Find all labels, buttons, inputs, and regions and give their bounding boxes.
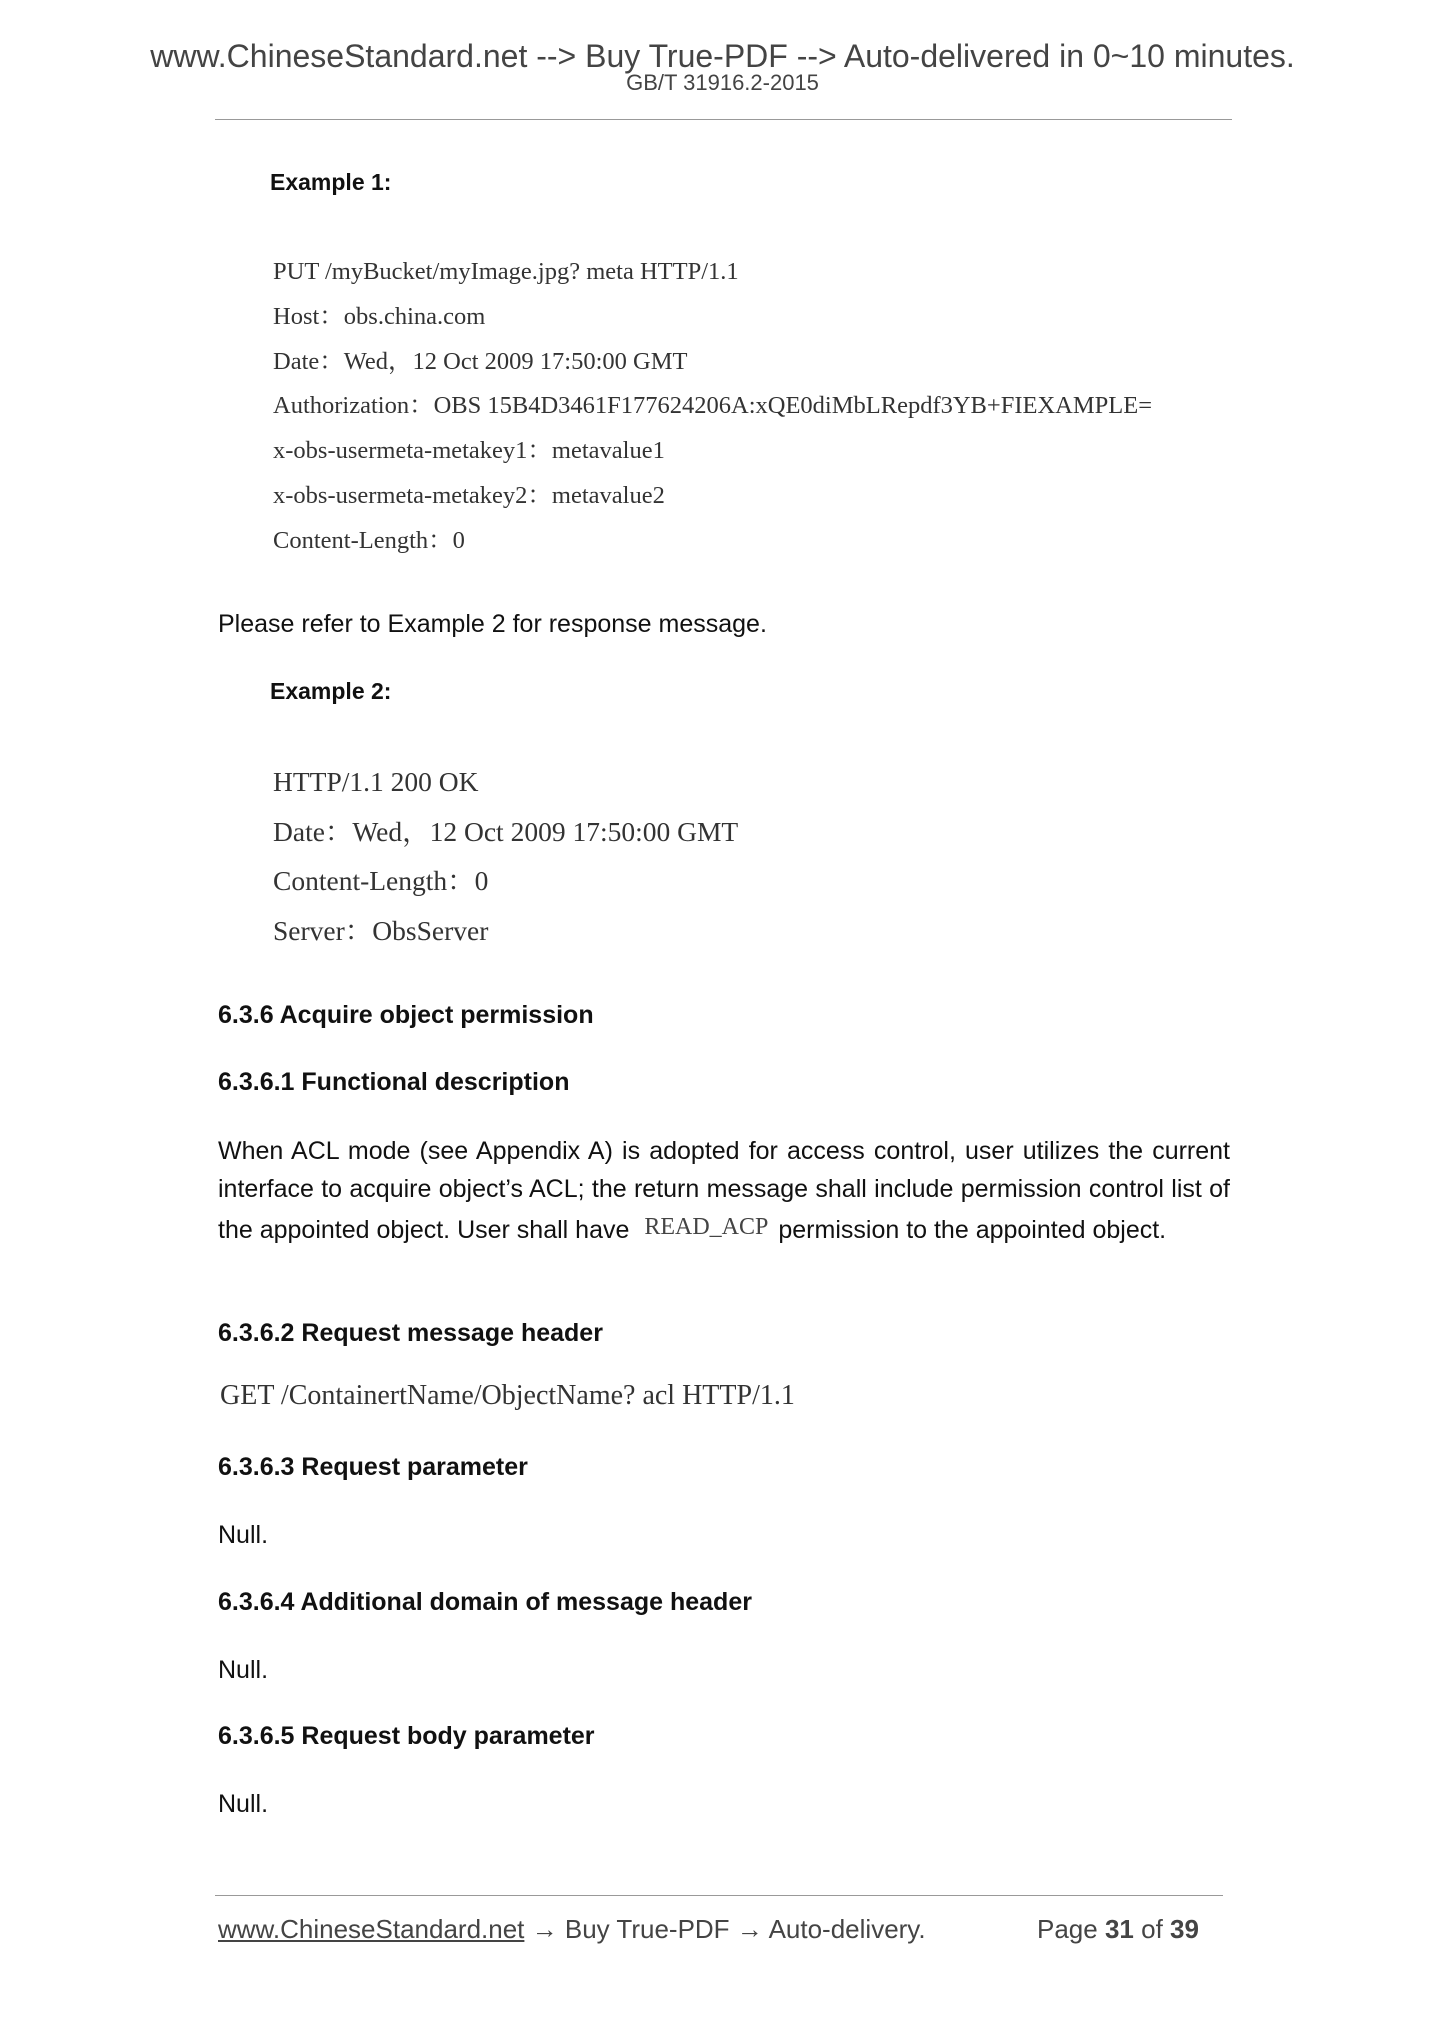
code-line: Content-Length：0 (273, 526, 465, 554)
code-line: Date：Wed，12 Oct 2009 17:50:00 GMT (273, 347, 688, 375)
total-pages: 39 (1170, 1914, 1199, 1944)
section-body-6365: Null. (218, 1790, 269, 1818)
code-line: x-obs-usermeta-metakey1：metavalue1 (273, 437, 665, 465)
footer-text: → Buy True-PDF → Auto-delivery. (524, 1914, 926, 1944)
code-line: HTTP/1.1 200 OK (273, 766, 479, 797)
code-line: Content-Length：0 (273, 865, 489, 897)
standard-code: GB/T 31916.2-2015 (626, 70, 819, 95)
page-label: Page (1037, 1914, 1098, 1944)
section-heading-6364: 6.3.6.4 Additional domain of message header (218, 1588, 752, 1616)
code-line: Authorization：OBS 15B4D3461F177624206A:xQE0diMbLRepdf3YB+FIEXAMPLE= (273, 392, 1153, 420)
code-line: Date：Wed，12 Oct 2009 17:50:00 GMT (273, 815, 739, 847)
code-line: Server：ObsServer (273, 915, 489, 947)
request-header-code: GET /ContainertName/ObjectName? acl HTTP/1.1 (220, 1380, 795, 1411)
section-body-6364: Null. (218, 1656, 269, 1684)
paragraph-text: When ACL mode (see Appendix A) is adopted for access control, user utilizes the current interface to acquire object’s ACL; the return message shall include permission control list of the appointed object. User shall have (218, 1137, 1230, 1244)
page-number: 31 (1104, 1914, 1134, 1944)
example2-label: Example 2: (270, 678, 392, 704)
section-heading-6361: 6.3.6.1 Functional description (218, 1068, 570, 1096)
of-label: of (1141, 1914, 1163, 1944)
header-divider (215, 119, 1232, 120)
section-heading-636: 6.3.6 Acquire object permission (218, 1001, 594, 1029)
example1-label: Example 1: (270, 169, 392, 195)
refer-text: Please refer to Example 2 for response message. (218, 610, 767, 638)
code-line: Host：obs.china.com (273, 302, 486, 330)
code-line: x-obs-usermeta-metakey2：metavalue2 (273, 481, 665, 509)
code-line: PUT /myBucket/myImage.jpg? meta HTTP/1.1 (273, 258, 739, 285)
example2-code-block (273, 757, 738, 956)
section-heading-6362: 6.3.6.2 Request message header (218, 1319, 603, 1347)
header-banner: www.ChineseStandard.net --> Buy True-PDF --> Auto-delivered in 0~10 minutes. (150, 38, 1295, 74)
section-heading-6363: 6.3.6.3 Request parameter (218, 1453, 528, 1481)
functional-description-paragraph (218, 1132, 1230, 1249)
footer-divider (215, 1895, 1223, 1896)
footer-page-info (1037, 1914, 1199, 1945)
footer-site-link[interactable]: www.ChineseStandard.net (218, 1914, 525, 1944)
inline-code-read-acp: READ_ACP (644, 1214, 769, 1240)
section-body-6363: Null. (218, 1521, 269, 1549)
footer-left (218, 1914, 926, 1945)
paragraph-text: permission to the appointed object. (778, 1216, 1167, 1244)
section-heading-6365: 6.3.6.5 Request body parameter (218, 1722, 595, 1750)
example1-code-block (273, 250, 1152, 564)
